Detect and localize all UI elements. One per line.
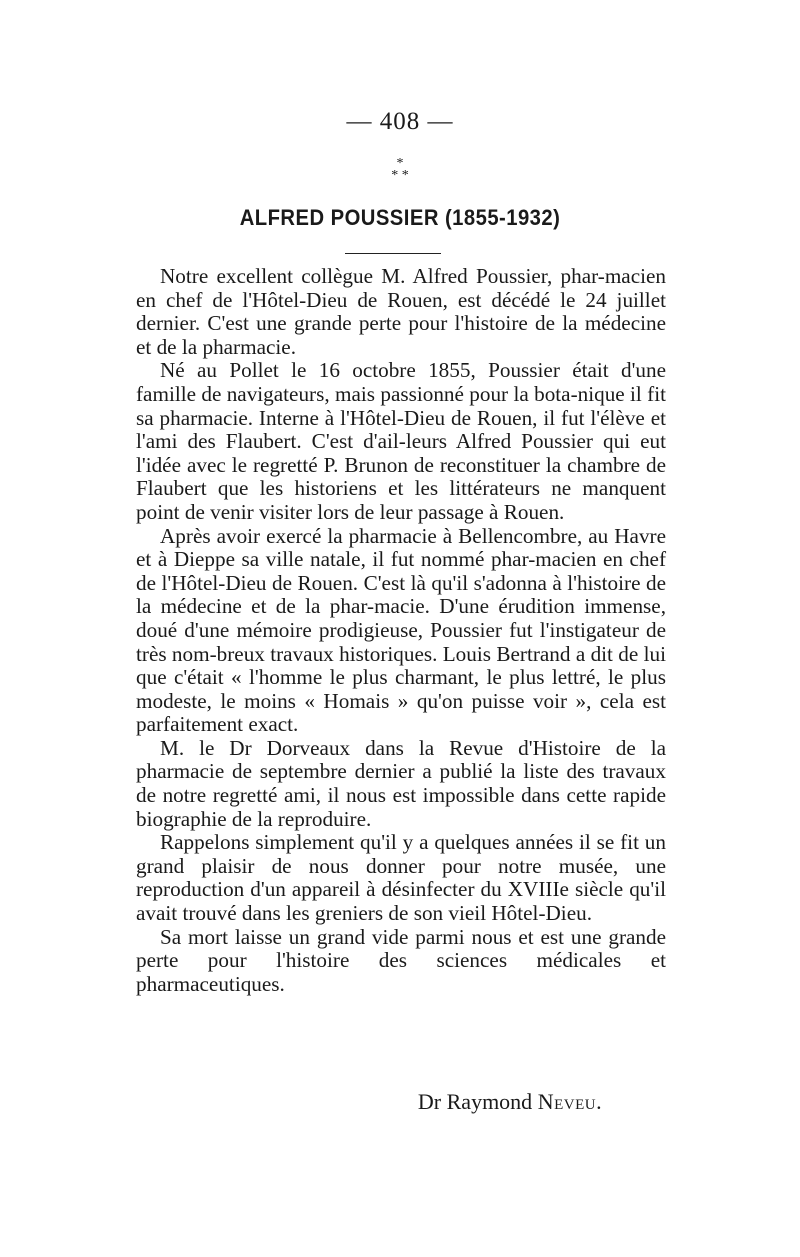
asterism: * * * [391, 156, 409, 183]
paragraph-2: Né au Pollet le 16 octobre 1855, Poussier était d'une famille de navigateurs, mais passionné pour la bota-nique il fit sa pharmacie. Interne à l'Hôtel-Dieu de Rouen, il fut l'élève et l'ami des Flaubert. C'est d'ail-leurs Alfred Poussier qui eut l'idée avec le regretté P. Brunon de reconstituer la chambre de Flaubert que les historiens et les littérateurs ne manquent point de venir visiter lors de leur passage à Rouen. [136, 358, 666, 524]
paragraph-5: Rappelons simplement qu'il y a quelques années il se fit un grand plaisir de nous donner pour notre musée, une reproduction d'un appareil à désinfecter du XVIIIe siècle qu'il avait trouvé dans les greniers de son vieil Hôtel-Dieu. [136, 830, 666, 926]
signature-prefix: Dr [417, 1089, 442, 1114]
paragraph-3: Après avoir exercé la pharmacie à Bellencombre, au Havre et à Dieppe sa ville natale, il fut nommé phar-macien en chef de l'Hôtel-Dieu de Rouen. C'est là qu'il s'adonna à l'histoire de la médecine et de la phar-macie. D'une érudition immense, doué d'une mémoire prodigieuse, Poussier fut l'instigateur de très nom-breux travaux historiques. Louis Bertrand a dit de lui que c'était « l'homme le plus charmant, le plus lettré, le plus modeste, le moins « Homais » qu'on puisse voir », cela est parfaitement exact. [136, 523, 666, 737]
title-rule [345, 253, 441, 254]
signature [0, 1089, 800, 1115]
paragraph-4: M. le Dr Dorveaux dans la Revue d'Histoire de la pharmacie de septembre dernier a publié la liste des travaux de notre regretté ami, il nous est impossible dans cette rapide biographie de la reproduire. [136, 735, 666, 831]
page-number: — 408 — [346, 108, 454, 135]
paragraph-6: Sa mort laisse un grand vide parmi nous et est une grande perte pour l'histoire des sciences médicales et pharmaceutiques. [136, 924, 666, 996]
paragraph-1: Notre excellent collègue M. Alfred Poussier, phar-macien en chef de l'Hôtel-Dieu de Rouen, est décédé le 24 juillet dernier. C'est une grande perte pour l'histoire de la médecine et de la pharmacie. [136, 264, 666, 359]
signature-surname: Neveu. [537, 1089, 603, 1114]
article-body [136, 265, 666, 996]
signature-first-name: Raymond [446, 1089, 533, 1114]
article-title: ALFRED POUSSIER (1855-1932) [239, 205, 561, 230]
